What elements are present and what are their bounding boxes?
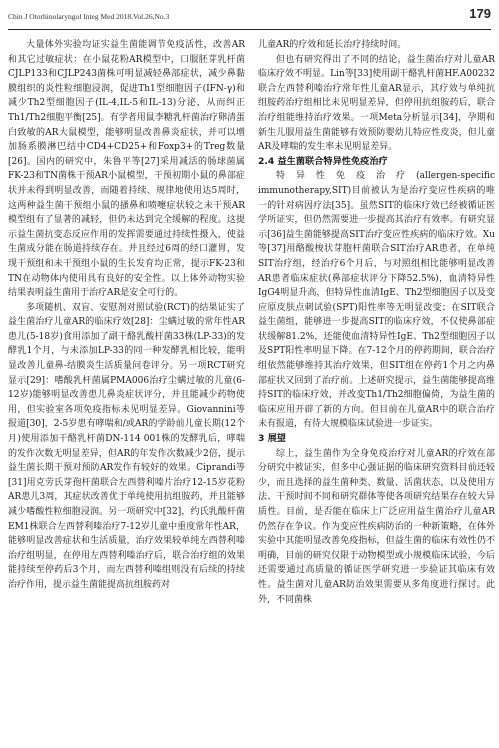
header-rule xyxy=(8,29,491,30)
paragraph-contrary-findings: 但也有研究得出了不同的结论，益生菌治疗对儿童AR临床疗效不明显。Lin等[33]使用副干酪乳杆菌HF.A00232联合左西替利嗪治疗常年性儿童AR显示，其疗效与单纯抗组胺药治疗组相比未见明显差异，但停用抗组胺药后，联合治疗组能维持治疗效果。一项Meta分析显示[34]，孕期和新生儿服用益生菌能够有效预防婴幼儿特应性皮炎，但儿童AR及哮喘的发生率未见明显差异。 xyxy=(258,54,495,153)
paragraph-outlook: 综上，益生菌作为全身免疫治疗对儿童AR的疗效在部分研究中被证实，但多中心强证据的临床研究资料目前还较少，而且选择的益生菌种类、数量、活菌状态，以及使用方法、干预时间不同和研究群体等使各项研究结果存在较大异质性。目前，是否能在临床上广泛应用益生菌治疗儿童AR仍然存在争议。作为变应性疾病防治的一种新策略，在体外实验中其能明显改善免疫指标，但益生菌的临床有效性仍不明确，目前的研究仅限于动物模型或小规模临床试验，今后还需要通过高质量的循证医学研究进一步验证其临床有效性。益生菌对儿童AR防治效果需要从多角度进行探讨。此外，不同菌株 xyxy=(258,448,495,605)
right-column xyxy=(258,38,495,746)
section-heading-3: 3 展望 xyxy=(258,433,286,445)
page-header xyxy=(8,6,491,26)
left-column xyxy=(8,38,245,746)
paragraph-animal-studies: 大量体外实验均证实益生菌能调节免疫活性，改善AR和其它过敏症状：在小鼠花粉AR模型中，口服胚芽乳杆菌CJLP133和CJLP243菌株可明显减轻鼻部症状，减少鼻黏膜组织的炎性粒细胞浸润，促进Th1型细胞因子(IFN-γ)和减少Th2型细胞因子(IL-4,IL-5和IL-13)分泌，从而纠正Th1/Th2细胞平衡[25]。有学者用鼠李糖乳杆菌治疗卵清蛋白致敏的AR大鼠模型，能够明显改善鼻炎症状，并可以增加肠系膜淋巴结中CD4+CD25+和Foxp3+的Treg数量[26]。国内的研究中，朱鲁平等[27]采用减活的肠球菌属FK-23和TN菌株干预AR小鼠模型，干预初期小鼠的鼻部症状并未得到明显改善，而随着持续、规律地使用达5周时，这两种益生菌干预组小鼠的搔鼻和喷嚏症状较之未干预AR模型组有了显著的减轻，但仍未达到完全缓解的程度。这提示益生菌抗变态反应作用的发挥需要通过持续性摄入，使益生菌成分能在肠道持续存在。并且经过6周的经口灌胃，发现干预组和未干预组小鼠的生长发育均正常，提示FK-23和TN在动物体内使用具有良好的安全性。以上体外动物实验结果表明益生菌用于治疗AR是安全可行的。 xyxy=(8,40,245,299)
paragraph-rct-studies: 多项随机、双盲、安慰剂对照试验(RCT)的结果证实了益生菌治疗儿童AR的临床疗效[28]：尘螨过敏的常年性AR患儿(5-18岁)食用添加了副干酪乳酸杆菌33株(LP-33)的发酵乳1个月，与未添加LP-33的同一种发酵乳相比较，能明显改善儿童鼻-结膜炎生活质量问卷评分。另一项RCT研究显示[29]：嗜酸乳杆菌属PMA006治疗尘螨过敏的儿童(6-12岁)能够明显改善患儿鼻炎症状评分，并且能减少药物使用，但实验室各项免疫指标未见明显差异。Giovannini等报道[30]，2-5岁患有哮喘和/或AR的学龄前儿童长期(12个月)使用添加干酪乳杆菌DN-114 001株的发酵乳后，哮喘的发作次数无明显差异，但AR的年发作次数减少2倍，提示益生菌长期干预对预防AR发作有较好的效果。Ciprandi等[31]用克劳氏芽孢杆菌联合左西替利嗪片治疗12-15岁花粉AR患儿3周，其症状改善优于单纯使用抗组胺药，并且能够减少嗜酸性粒细胞浸润。另一项研究中[32]，约氏乳酸杆菌EM1株联合左西替利嗪治疗7-12岁儿童中重度常年性AR，能够明显改善症状和生活质量，治疗效果较单纯左西替利嗪治疗组明显，在停用左西替利嗪治疗后，联合治疗组的效果能持续至停药后3个月，而左西替利嗪组则没有后续的持续治疗作用，提示益生菌能提高抗组胺药对 xyxy=(8,302,245,590)
page-number: 179 xyxy=(469,6,491,21)
journal-citation: Chin J Otorhinolaryngol Integ Med 2018,Vol.26,No.3 xyxy=(8,12,170,21)
paragraph-sit: 特异性免疫治疗(allergen-specific immunotherapy,SIT)目前被认为是治疗变应性疾病的唯一的针对病因疗法[35]。虽然SIT的临床疗效已经被循证医学所证实，但仍然需要进一步提高其治疗有效率。有研究显示[36]益生菌能够提高SIT治疗变应性疾病的临床疗效。Xu等[37]用酪酸梭状芽胞杆菌联合SIT治疗AR患者，在单纯SIT治疗组，经治疗6个月后，与对照组相比能够明显改善AR患者临床症状(鼻部症状评分下降52.5%)，血清特异性IgG4明显升高，但特异性血清IgE、Th2型细胞因子以及变应原皮肤点刺试验(SPT)阳性率等无明显改变；在SIT联合益生菌组，能够进一步提高SIT的临床疗效，不仅使鼻部症状缓解81.2%，还能使血清特异性IgE、Th2型细胞因子以及SPT阳性率明显下降。在7-12个月的停药期间，联合治疗组依然能够维持其治疗效果，但SIT组在停药1个月之内鼻部症状又回到了治疗前。上述研究提示，益生菌能够提高维持SIT的临床疗效，并改变Th1/Th2细胞偏倚，为益生菌的临床应用开辟了新的方向。但目前在儿童AR中的联合治疗未有报道，有待大规模临床试验进一步证实。 xyxy=(258,171,495,430)
section-heading-2-4: 2.4 益生菌联合特异性免疫治疗 xyxy=(258,155,388,167)
paragraph-continued: 儿童AR的疗效和延长治疗持续时间。 xyxy=(258,40,407,50)
